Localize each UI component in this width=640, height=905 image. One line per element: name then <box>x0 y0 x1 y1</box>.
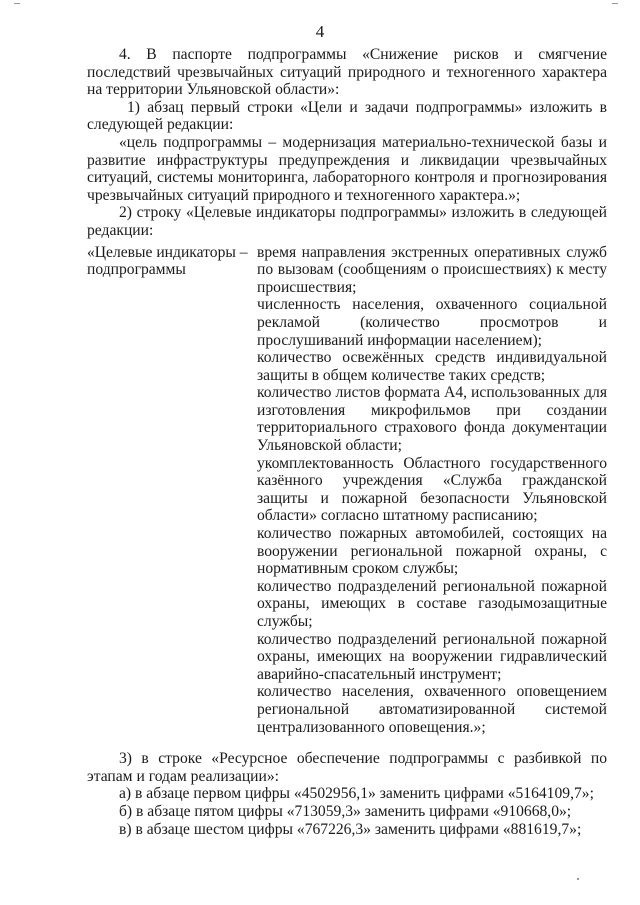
indicator-item: количество подразделений региональной пожарной охраны, имеющих в составе газодымозащитные службы; <box>257 577 607 630</box>
indicator-item: количество пожарных автомобилей, состоящих на вооружении региональной пожарной охраны, с нормативным сроком службы; <box>257 525 607 578</box>
item4-intro: 4. В паспорте подпрограммы «Снижение рисков и смягчение последствий чрезвычайных ситуаций природного и техногенного характера на территории Ульяновской области»: <box>87 46 607 99</box>
resources-item-b: б) в абзаце пятом цифры «713059,3» заменить цифрами «910668,0»; <box>119 802 572 820</box>
indicator-item: численность населения, охваченного социальной рекламой (количество просмотров и прослушиваний информации населением); <box>257 296 607 349</box>
scan-mark <box>14 3 20 4</box>
scan-speck <box>577 878 579 880</box>
indicators-label-line1: «Целевые индикаторы – <box>87 243 248 261</box>
indicators-label-line2: подпрограммы <box>87 261 186 279</box>
indicator-item: количество листов формата А4, использованных для изготовления микрофильмов при создании территориального страхового фонда документации Ульяновской области; <box>257 384 607 455</box>
page-number: 4 <box>315 22 325 41</box>
indicator-item: укомплектованность Областного государственного казённого учреждения «Служба гражданской защиты и пожарной безопасности Ульяновской области» согласно штатному расписанию; <box>257 454 607 525</box>
item4-goal-text: «цель подпрограммы – модернизация материально-технической базы и развитие инфраструктуры предупреждения и ликвидации чрезвычайных ситуаций, системы мониторинга, лабораторного контроля и прогнозирования чрезвычайных ситуаций природного и техногенного характера.»; <box>87 133 607 204</box>
indicators-label <box>87 244 257 737</box>
resources-item-c: в) в абзаце шестом цифры «767226,3» заменить цифрами «881619,7»; <box>119 820 582 838</box>
indicators-table <box>87 244 607 737</box>
document-body <box>87 46 607 838</box>
indicator-item: время направления экстренных оперативных служб по вызовам (сообщениям о происшествиях) к месту происшествия; <box>257 243 607 296</box>
item4-sub1: 1) абзац первый строки «Цели и задачи подпрограммы» изложить в следующей редакции: <box>87 98 607 134</box>
resources-intro: 3) в строке «Ресурсное обеспечение подпрограммы с разбивкой по этапам и годам реализации»: <box>87 750 607 785</box>
indicator-item: количество населения, охваченного оповещением региональной автоматизированной системой централизованного оповещения.»; <box>257 683 607 736</box>
scan-mark <box>612 3 618 4</box>
resources-item-a: а) в абзаце первом цифры «4502956,1» заменить цифрами «5164109,7»; <box>119 785 594 803</box>
indicator-item: количество освежённых средств индивидуальной защиты в общем количестве таких средств; <box>257 349 607 384</box>
item4-sub2: 2) строку «Целевые индикаторы подпрограммы» изложить в следующей редакции: <box>87 204 607 239</box>
indicator-item: количество подразделений региональной пожарной охраны, имеющих на вооружении гидравлический аварийно-спасательный инструмент; <box>257 630 607 683</box>
indicators-list <box>257 244 607 737</box>
